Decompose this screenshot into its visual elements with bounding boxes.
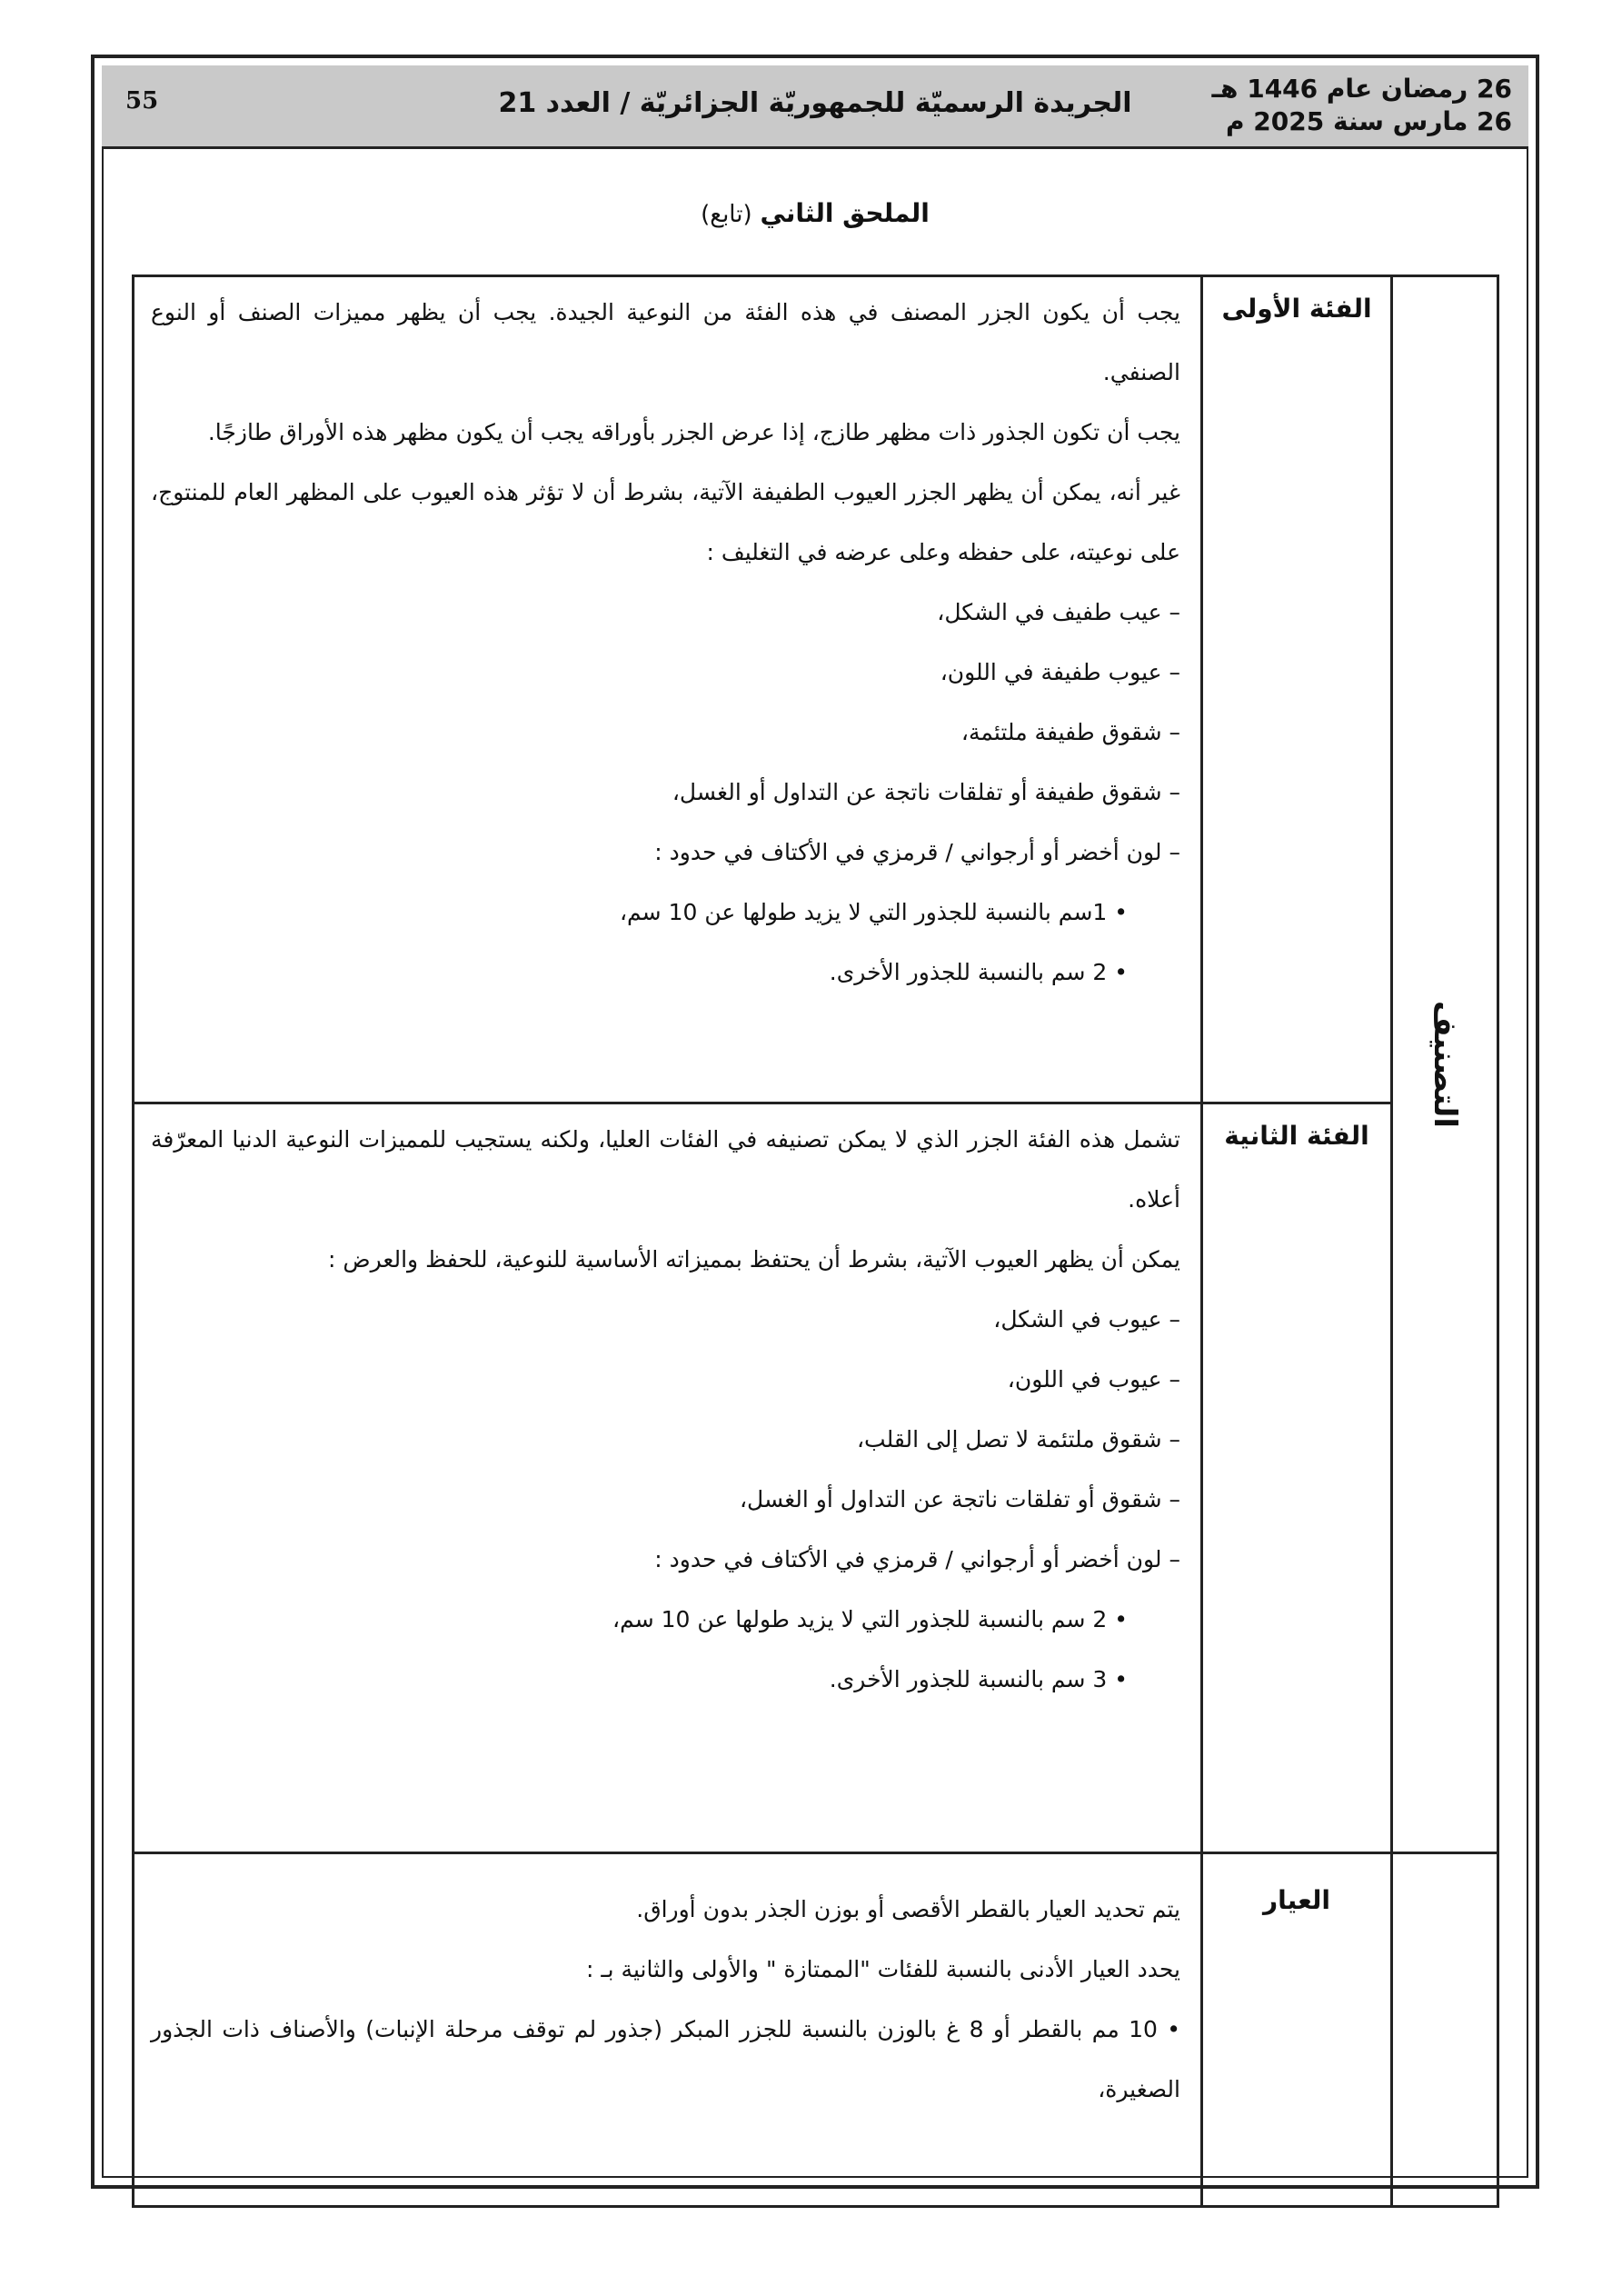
paragraph: يمكن أن يظهر العيوب الآتية، بشرط أن يحتفظ بمميزاته الأساسية للنوعية، للحفظ والعرض :: [328, 1246, 1180, 1273]
list-item: – لون أخضر أو أرجواني / قرمزي في الأكتاف في حدود :: [654, 839, 1180, 865]
paragraph: يجب أن تكون الجذور ذات مظهر طازج، إذا عرض الجزر بأوراقه يجب أن يكون مظهر هذه الأوراق طازجًا.: [207, 419, 1180, 445]
list-item: – لون أخضر أو أرجواني / قرمزي في الأكتاف في حدود :: [654, 1546, 1180, 1572]
table-row-second-category: [134, 1103, 1498, 1853]
paragraph: تشمل هذه الفئة الجزر الذي لا يمكن تصنيفه في الفئات العليا، ولكنه يستجيب للمميزات النوعية الدنيا المعرّفة أعلاه.: [151, 1126, 1180, 1213]
second-category-label: الفئة الثانية: [1202, 1103, 1392, 1853]
header-date-gregorian: 26 مارس سنة 2025 م: [1226, 106, 1512, 136]
calibre-content: [134, 1853, 1202, 2207]
classification-table: [132, 275, 1499, 2208]
annex-title: [102, 198, 1528, 228]
list-item: – عيب طفيف في الشكل،: [937, 599, 1180, 625]
header-date-hijri: 26 رمضان عام 1446 هـ: [1211, 74, 1512, 104]
paragraph: يحدد العيار الأدنى بالنسبة للفئات "الممتازة " والأولى والثانية بـ :: [585, 1956, 1180, 1982]
first-category-label: الفئة الأولى: [1202, 276, 1392, 1103]
table-row-calibre: [134, 1853, 1498, 2207]
group-cell: [1392, 276, 1498, 1853]
list-item: – عيوب طفيفة في اللون،: [940, 659, 1180, 685]
list-item: – عيوب في اللون،: [1007, 1366, 1180, 1393]
list-item: – شقوق طفيفة أو تفلقات ناتجة عن التداول أو الغسل،: [672, 779, 1180, 805]
list-item: – شقوق ملتئمة لا تصل إلى القلب،: [856, 1426, 1180, 1452]
list-item: – شقوق طفيفة ملتئمة،: [960, 719, 1180, 745]
annex-title-text: الملحق الثاني: [760, 198, 930, 228]
bullet-item: • 2 سم بالنسبة للجذور التي لا يزيد طولها عن 10 سم،: [612, 1606, 1128, 1632]
table-row-first-category: [134, 276, 1498, 1103]
bullet-item: • 1سم بالنسبة للجذور التي لا يزيد طولها عن 10 سم،: [619, 899, 1128, 925]
group-label: التصنيف: [1427, 1000, 1463, 1129]
bullet-item: • 2 سم بالنسبة للجذور الأخرى.: [829, 959, 1128, 985]
list-item: – شقوق أو تفلقات ناتجة عن التداول أو الغسل،: [739, 1486, 1180, 1512]
second-category-content: [134, 1103, 1202, 1853]
paragraph: يتم تحديد العيار بالقطر الأقصى أو بوزن الجذر بدون أوراق.: [636, 1896, 1180, 1922]
paragraph: يجب أن يكون الجزر المصنف في هذه الفئة من النوعية الجيدة. يجب أن يظهر مميزات الصنف أو النوع الصنفي.: [151, 299, 1180, 385]
header-title: الجريدة الرسميّة للجمهوريّة الجزائريّة / العدد 21: [498, 87, 1132, 119]
bullet-item: • 10 مم بالقطر أو 8 غ بالوزن بالنسبة للجزر المبكر (جذور لم توقف مرحلة الإنبات) والأصناف ذات الجذور الصغيرة،: [151, 2016, 1180, 2102]
calibre-label: العيار: [1202, 1853, 1392, 2207]
paragraph: غير أنه، يمكن أن يظهر الجزر العيوب الطفيفة الآتية، بشرط أن لا تؤثر هذه العيوب على المظهر العام للمنتوج، على نوعيته، على حفظه وعلى عرضه في التغليف :: [151, 479, 1180, 565]
page-number: 55: [125, 87, 159, 115]
list-item: – عيوب في الشكل،: [993, 1306, 1180, 1333]
first-category-content: [134, 276, 1202, 1103]
annex-continued: (تابع): [701, 201, 752, 228]
empty-group-cell: [1392, 1853, 1498, 2207]
page-header: [102, 65, 1528, 149]
bullet-item: • 3 سم بالنسبة للجذور الأخرى.: [829, 1666, 1128, 1692]
